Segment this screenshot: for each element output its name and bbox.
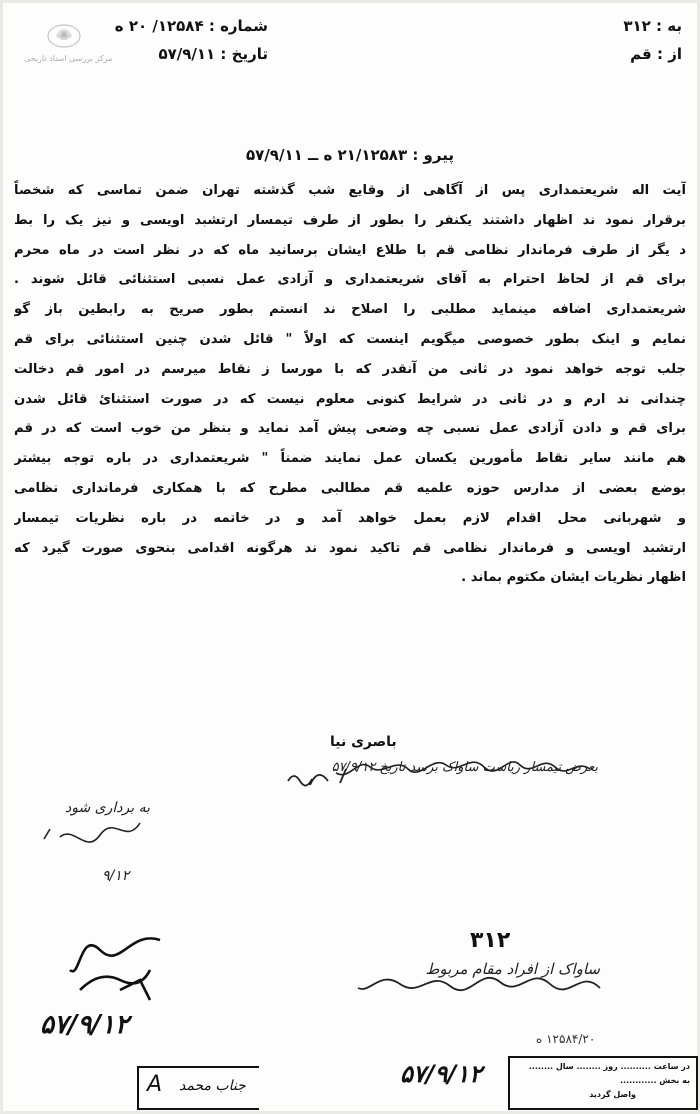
stamp-line-1: در ساعت .......... روز ........ سال ........ <box>528 1062 690 1071</box>
handwritten-date-signature: ۵۷/۹/۱۲ <box>40 1010 129 1040</box>
from-label: از : <box>657 45 682 63</box>
handwritten-note-left-scribble <box>30 815 150 855</box>
stamp-line-3: واصل گردید <box>589 1090 636 1099</box>
handwritten-note-mid: ساواک از افراد مقام مربوط <box>425 960 600 978</box>
handwritten-signature <box>60 930 180 1010</box>
body-line: برقرار نمود ند اظهار داشتند یکنفر را بطور از طرف تیمسار ارتشبد اویسی و نیز یک را بط <box>14 212 686 228</box>
number-value: ۱۲۵۸۴/ ۲۰ ه <box>114 17 204 35</box>
from-value: قم <box>630 45 652 63</box>
follow-up-reference: پیرو : ۲۱/۱۲۵۸۳ ه ــ ۵۷/۹/۱۱ <box>246 146 454 164</box>
body-line: ارتشبد اویسی و فرماندار نظامی قم تاکید نمود ند هرگونه اقدامی بنحوی صورت گیرد که <box>14 540 686 556</box>
body-line: چندانی ند ارم و در ثانی در شرایط کنونی معلوم نیست که در صورت استثنائ قائل شدن <box>14 391 686 407</box>
number-label: شماره : <box>208 17 268 35</box>
to-value: ۳۱۲ <box>623 17 651 35</box>
stamp-line-2: به بخش ............ <box>620 1076 690 1085</box>
report-body <box>14 176 686 593</box>
watermark-text: مرکز بررسی اسناد تاریخی <box>24 54 113 63</box>
receipt-stamp <box>508 1056 698 1110</box>
to-label: به : <box>656 17 682 35</box>
routing-box <box>137 1066 259 1110</box>
handwritten-date-left: ۹/۱۲ <box>102 868 130 884</box>
body-line: برای قم از لحاظ احترام به آقای شریعتمداری و آزادی عمل نسبی استثنائی قائل شوند . <box>14 272 686 288</box>
routing-box-text: جناب محمد <box>179 1078 246 1094</box>
date-value: ۵۷/۹/۱۱ <box>158 45 216 63</box>
body-line: برای قم و دادن آزادی عمل نسبی چه وضعی پیش آمد نماید و بنظر من خوب است که در قم <box>14 421 686 437</box>
signatory-name: باصری نیا <box>330 734 397 750</box>
body-line: د یگر از طرف فرماندار نظامی قم با طلاع ایشان برسانید ماه که در نظر است در ماه محرم <box>14 242 686 258</box>
body-line: هم مانند سایر نقاط مأمورین یکسان عمل نمایند ضمناً " شریعتمداری در باره توجه بیشتر <box>14 451 686 467</box>
body-line: شریعتمداری اضافه مینماید مطلبی را اصلاح ند انستم بطور صریح به رابطین باز گو <box>14 302 686 318</box>
body-line: جلب توجه خواهد نمود در ثانی من آنقدر که با مورسا ز نقاط میرسم در امور قم دخالت <box>14 361 686 377</box>
handwritten-number: ۳۱۲ <box>470 928 511 953</box>
stamped-number: ۱۲۵۸۴/۲۰ ه <box>536 1032 596 1046</box>
body-line: بوضع بعضی از مدارس حوزه علمیه قم مطالبی مطرح که با همکاری فرمانداری نظامی <box>14 480 686 496</box>
body-line: آیت اله شریعتمداری پس از آگاهی از وقایع شب گذشته تهران ضمن تماسی که شخصاً <box>14 183 686 198</box>
header-recipient <box>623 12 682 68</box>
body-line: و شهربانی محل اقدام لازم بعمل خواهد آمد و در خاتمه در باره نظریات تیمسار <box>14 510 686 526</box>
handwritten-date-bottom: ۵۷/۹/۱۲ <box>400 1060 482 1088</box>
body-line: اظهار نظریات ایشان مکتوم بماند . <box>461 570 686 586</box>
date-label: تاریخ : <box>220 45 268 63</box>
header-reference <box>38 12 268 68</box>
routing-box-prefix: A <box>147 1072 163 1097</box>
body-line: نمایم و اینک بطور خصوصی میگویم اینست که اولاً " قائل شدن چنین استثنائی برای قم <box>14 331 686 347</box>
handwritten-note-left: به برداری شود <box>65 800 150 816</box>
handwritten-note-mid-scribble <box>350 968 610 1008</box>
handwritten-note-top-text: بعرض تیمسار ریاست ساواک برسد تاریخ ۵۷/۹/۱۲ <box>331 760 598 775</box>
